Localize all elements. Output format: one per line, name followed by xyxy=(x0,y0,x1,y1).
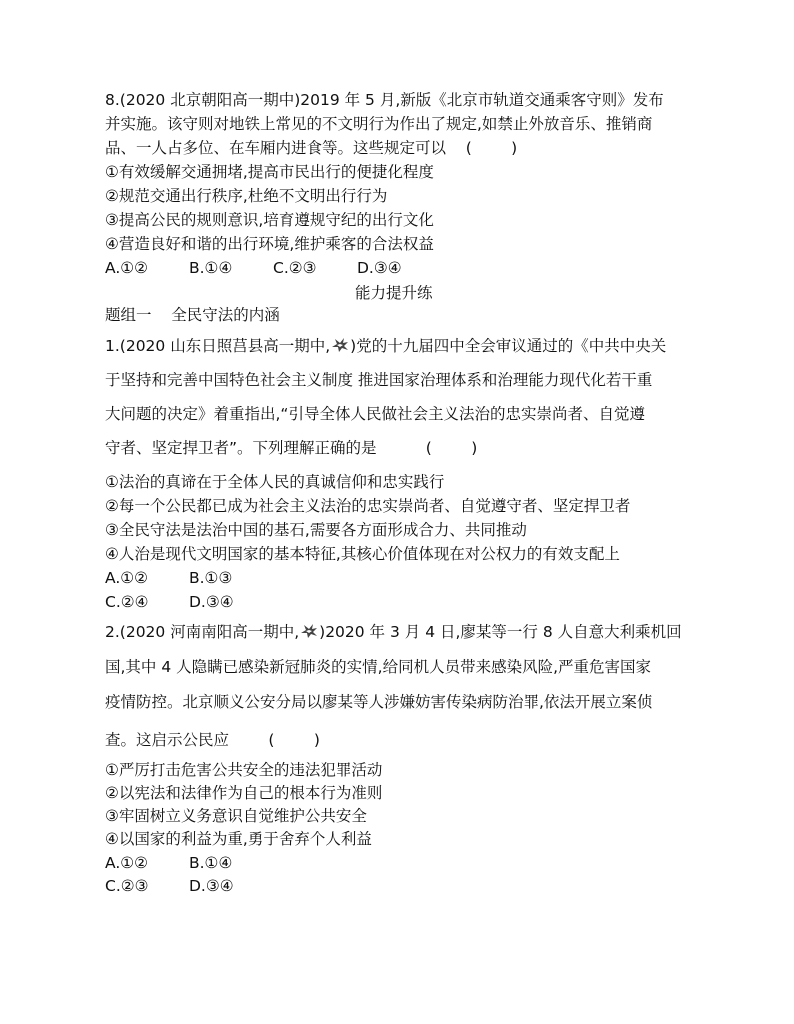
q8-option-1: ①有效缓解交通拥堵,提高市民出行的便捷化程度 xyxy=(105,163,434,181)
q2-stem-text: )2020 年 3 月 4 日,廖某等一行 8 人自意大利乘机回 xyxy=(319,623,682,641)
difficulty-star-icon xyxy=(300,624,318,638)
q8-option-2: ②规范交通出行秩序,杜绝不文明出行行为 xyxy=(105,187,388,205)
q1-option-2: ②每一个公民都已成为社会主义法治的忠实崇尚者、自觉遵守者、坚定捍卫者 xyxy=(105,497,631,515)
q1-option-1: ①法治的真谛在于全体人民的真诚信仰和忠实践行 xyxy=(105,473,445,491)
q1-stem-line-3: 大问题的决定》着重指出,“引导全体人民做社会主义法治的忠实崇尚者、自觉遵 xyxy=(105,405,645,423)
q8-answer-row xyxy=(105,257,402,279)
q1-answer-c[interactable]: C.②④ xyxy=(105,593,149,611)
q8-stem-line-1: 8.(2020 北京朝阳高一期中)2019 年 5 月,新版《北京市轨道交通乘客守则》发布 xyxy=(105,91,664,109)
q8-answer-b[interactable]: B.①④ xyxy=(189,259,233,277)
q2-answer-b[interactable]: B.①④ xyxy=(189,854,233,872)
q2-answer-a[interactable]: A.①② xyxy=(105,854,149,872)
q2-stem-line-4: 查。这启示公民应 ( ) xyxy=(105,731,320,749)
q1-answer-a[interactable]: A.①② xyxy=(105,569,149,587)
q1-answer-d[interactable]: D.③④ xyxy=(189,593,234,611)
q1-stem-line-2: 于坚持和完善中国特色社会主义制度 推进国家治理体系和治理能力现代化若干重 xyxy=(105,371,653,389)
group-title: 题组一 全民守法的内涵 xyxy=(105,306,280,324)
q2-option-4: ④以国家的利益为重,勇于舍弃个人利益 xyxy=(105,830,372,848)
q8-stem-line-2: 并实施。该守则对地铁上常见的不文明行为作出了规定,如禁止外放音乐、推销商 xyxy=(105,115,653,133)
q8-option-4: ④营造良好和谐的出行环境,维护乘客的合法权益 xyxy=(105,235,434,253)
q1-source: 1.(2020 山东日照莒县高一期中, xyxy=(105,337,331,355)
q2-stem-line-3: 疫情防控。北京顺义公安分局以廖某等人涉嫌妨害传染病防治罪,依法开展立案侦 xyxy=(105,693,653,711)
q1-answer-b[interactable]: B.①③ xyxy=(189,569,233,587)
q1-stem-text: )党的十九届四中全会审议通过的《中共中央关 xyxy=(350,337,667,355)
q1-stem-line-1 xyxy=(105,335,666,357)
q2-option-3: ③牢固树立义务意识自觉维护公共安全 xyxy=(105,807,367,825)
q8-answer-d[interactable]: D.③④ xyxy=(357,259,402,277)
q2-answer-row-1 xyxy=(105,852,232,874)
difficulty-star-icon xyxy=(331,338,349,352)
section-title: 能力提升练 xyxy=(355,284,433,302)
q8-option-3: ③提高公民的规则意识,培育遵规守纪的出行文化 xyxy=(105,211,434,229)
q2-answer-c[interactable]: C.②③ xyxy=(105,877,149,895)
q2-option-2: ②以宪法和法律作为自己的根本行为准则 xyxy=(105,784,383,802)
q1-option-4: ④人治是现代文明国家的基本特征,其核心价值体现在对公权力的有效支配上 xyxy=(105,545,620,563)
q2-option-1: ①严厉打击危害公共安全的违法犯罪活动 xyxy=(105,761,383,779)
q8-answer-a[interactable]: A.①② xyxy=(105,259,149,277)
q8-stem-line-3: 品、一人占多位、在车厢内进食等。这些规定可以 ( ) xyxy=(105,139,518,157)
q2-stem-line-2: 国,其中 4 人隐瞒已感染新冠肺炎的实情,给同机人员带来感染风险,严重危害国家 xyxy=(105,658,651,676)
q1-answer-row-1 xyxy=(105,567,232,589)
q2-answer-d[interactable]: D.③④ xyxy=(189,877,234,895)
q1-answer-row-2 xyxy=(105,591,234,613)
q2-source: 2.(2020 河南南阳高一期中, xyxy=(105,623,300,641)
q1-stem-line-4: 守者、坚定捍卫者”。下列理解正确的是 ( ) xyxy=(105,439,478,457)
q1-option-3: ③全民守法是法治中国的基石,需要各方面形成合力、共同推动 xyxy=(105,521,527,539)
q2-stem-line-1 xyxy=(105,621,682,643)
q8-answer-c[interactable]: C.②③ xyxy=(273,259,317,277)
q2-answer-row-2 xyxy=(105,875,234,897)
